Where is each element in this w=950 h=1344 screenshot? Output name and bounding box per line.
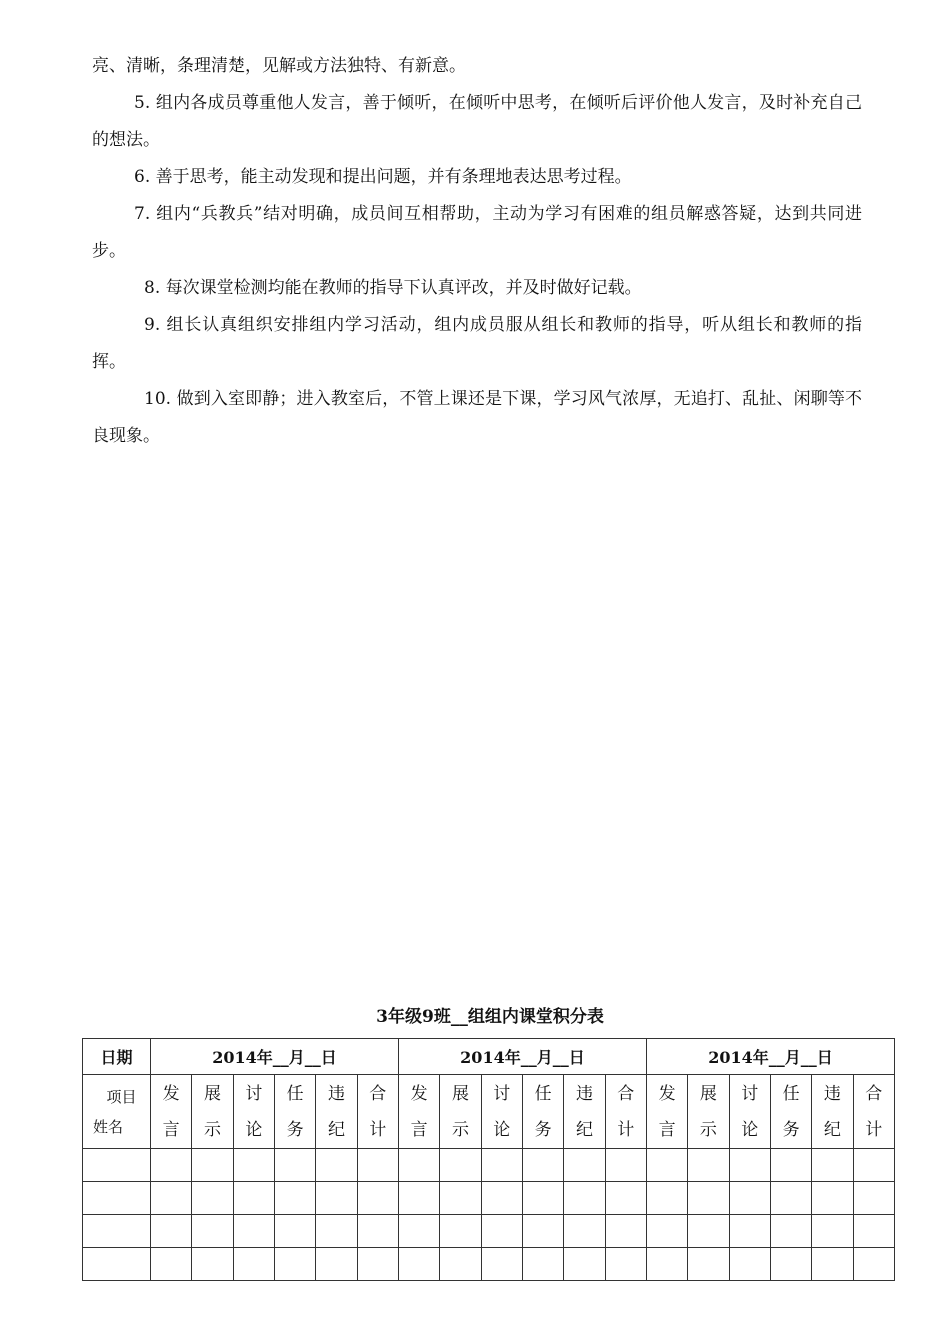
score-cell	[812, 1215, 853, 1248]
item-header-cell	[812, 1075, 853, 1149]
score-cell	[646, 1182, 687, 1215]
score-cell	[316, 1215, 357, 1248]
item-header-char: 论	[741, 1119, 759, 1140]
score-cell	[770, 1248, 811, 1281]
score-cell	[605, 1248, 646, 1281]
score-table	[82, 1038, 895, 1281]
item-header-char: 任	[534, 1083, 552, 1104]
item-header-char: 示	[203, 1119, 221, 1140]
item-header-char: 发	[162, 1083, 180, 1104]
score-cell	[646, 1149, 687, 1182]
score-cell	[274, 1149, 315, 1182]
name-cell	[83, 1248, 151, 1281]
score-cell	[564, 1182, 605, 1215]
score-cell	[729, 1182, 770, 1215]
score-cell	[316, 1149, 357, 1182]
item-header-char: 违	[575, 1083, 593, 1104]
score-cell	[151, 1149, 192, 1182]
corner-cell	[83, 1075, 151, 1149]
corner-bottom: 姓名	[93, 1117, 124, 1136]
item-header-char: 示	[699, 1119, 717, 1140]
item-header-char: 务	[782, 1119, 800, 1140]
score-cell	[274, 1182, 315, 1215]
item-header-char: 讨	[493, 1083, 511, 1104]
score-cell	[481, 1149, 522, 1182]
score-cell	[812, 1149, 853, 1182]
item-header-cell	[316, 1075, 357, 1149]
score-cell	[481, 1248, 522, 1281]
score-cell	[522, 1182, 563, 1215]
item-header-char: 任	[286, 1083, 304, 1104]
score-cell	[357, 1215, 398, 1248]
item-header-char: 计	[369, 1119, 387, 1140]
table-row	[83, 1182, 895, 1215]
item-header-char: 合	[865, 1083, 883, 1104]
date-cell: 2014年__月__日	[646, 1039, 894, 1075]
item-header-cell	[564, 1075, 605, 1149]
item-header-char: 纪	[575, 1119, 593, 1140]
table-row	[83, 1149, 895, 1182]
score-cell	[481, 1182, 522, 1215]
score-cell	[522, 1215, 563, 1248]
item-header-char: 讨	[245, 1083, 263, 1104]
score-cell	[274, 1248, 315, 1281]
score-cell	[481, 1215, 522, 1248]
rules-text	[92, 48, 862, 455]
score-cell	[192, 1182, 233, 1215]
score-cell	[564, 1149, 605, 1182]
score-cell	[398, 1248, 439, 1281]
score-cell	[440, 1182, 481, 1215]
item-header-char: 计	[865, 1119, 883, 1140]
item-header-cell	[481, 1075, 522, 1149]
score-cell	[729, 1248, 770, 1281]
score-cell	[564, 1248, 605, 1281]
table-row	[83, 1248, 895, 1281]
item-header-cell	[440, 1075, 481, 1149]
score-cell	[192, 1215, 233, 1248]
item-header-cell	[522, 1075, 563, 1149]
score-cell	[522, 1248, 563, 1281]
score-cell	[151, 1182, 192, 1215]
score-cell	[646, 1248, 687, 1281]
rule-9: 9. 组长认真组织安排组内学习活动，组内成员服从组长和教师的指导，听从组长和教师的指挥。	[92, 315, 862, 372]
score-cell	[770, 1149, 811, 1182]
item-header-cell	[192, 1075, 233, 1149]
table-title: 3年级9班__组组内课堂积分表	[376, 1007, 604, 1027]
score-cell	[853, 1248, 894, 1281]
score-cell	[729, 1149, 770, 1182]
item-header-char: 发	[410, 1083, 428, 1104]
item-header-char: 违	[823, 1083, 841, 1104]
date-cell: 2014年__月__日	[398, 1039, 646, 1075]
item-header-cell	[357, 1075, 398, 1149]
item-header-char: 言	[658, 1119, 676, 1140]
item-header-char: 展	[203, 1083, 221, 1104]
score-cell	[770, 1215, 811, 1248]
item-header-char: 合	[369, 1083, 387, 1104]
item-header-char: 言	[410, 1119, 428, 1140]
table-row	[83, 1215, 895, 1248]
item-header-char: 合	[617, 1083, 635, 1104]
score-cell	[316, 1248, 357, 1281]
rule-6: 6. 善于思考，能主动发现和提出问题，并有条理地表达思考过程。	[134, 167, 632, 187]
item-header-char: 务	[286, 1119, 304, 1140]
score-cell	[564, 1215, 605, 1248]
score-cell	[440, 1149, 481, 1182]
score-cell	[812, 1182, 853, 1215]
score-cell	[274, 1215, 315, 1248]
item-header-char: 讨	[741, 1083, 759, 1104]
rule-5: 5. 组内各成员尊重他人发言，善于倾听，在倾听中思考，在倾听后评价他人发言，及时补充自己的想法。	[92, 93, 862, 150]
score-cell	[853, 1182, 894, 1215]
score-cell	[770, 1182, 811, 1215]
score-cell	[853, 1149, 894, 1182]
name-cell	[83, 1215, 151, 1248]
score-cell	[192, 1248, 233, 1281]
date-label: 日期	[83, 1039, 151, 1075]
score-cell	[440, 1248, 481, 1281]
score-cell	[398, 1182, 439, 1215]
score-cell	[646, 1215, 687, 1248]
item-header-char: 纪	[327, 1119, 345, 1140]
item-header-cell	[151, 1075, 192, 1149]
item-header-cell	[688, 1075, 729, 1149]
item-header-cell	[770, 1075, 811, 1149]
item-header-char: 论	[493, 1119, 511, 1140]
score-cell	[357, 1248, 398, 1281]
item-row	[83, 1075, 895, 1149]
item-header-char: 务	[534, 1119, 552, 1140]
score-cell	[440, 1215, 481, 1248]
score-cell	[688, 1149, 729, 1182]
item-header-char: 违	[327, 1083, 345, 1104]
score-cell	[688, 1182, 729, 1215]
item-header-char: 任	[782, 1083, 800, 1104]
score-cell	[233, 1248, 274, 1281]
item-header-char: 展	[451, 1083, 469, 1104]
score-cell	[192, 1149, 233, 1182]
item-header-char: 展	[699, 1083, 717, 1104]
score-cell	[233, 1182, 274, 1215]
item-header-char: 发	[658, 1083, 676, 1104]
item-header-char: 计	[617, 1119, 635, 1140]
score-cell	[151, 1248, 192, 1281]
score-cell	[605, 1149, 646, 1182]
score-cell	[316, 1182, 357, 1215]
item-header-cell	[233, 1075, 274, 1149]
rule-8: 8. 每次课堂检测均能在教师的指导下认真评改，并及时做好记载。	[144, 278, 642, 298]
score-cell	[398, 1215, 439, 1248]
rule-10: 10. 做到入室即静；进入教室后，不管上课还是下课，学习风气浓厚，无追打、乱扯、闲聊等不良现象。	[92, 389, 862, 446]
score-cell	[688, 1248, 729, 1281]
date-cell: 2014年__月__日	[151, 1039, 399, 1075]
rule-7: 7. 组内“兵教兵”结对明确，成员间互相帮助，主动为学习有困难的组员解惑答疑，达到共同进步。	[92, 204, 862, 261]
item-header-cell	[398, 1075, 439, 1149]
name-cell	[83, 1182, 151, 1215]
item-header-cell	[853, 1075, 894, 1149]
score-cell	[522, 1149, 563, 1182]
item-header-cell	[729, 1075, 770, 1149]
name-cell	[83, 1149, 151, 1182]
item-header-char: 示	[451, 1119, 469, 1140]
item-header-char: 论	[245, 1119, 263, 1140]
score-cell	[233, 1215, 274, 1248]
corner-top: 项目	[106, 1087, 137, 1106]
item-header-cell	[646, 1075, 687, 1149]
score-cell	[688, 1215, 729, 1248]
date-row	[83, 1039, 895, 1075]
item-header-char: 言	[162, 1119, 180, 1140]
score-cell	[853, 1215, 894, 1248]
score-cell	[151, 1215, 192, 1248]
score-cell	[398, 1149, 439, 1182]
item-header-char: 纪	[823, 1119, 841, 1140]
score-cell	[357, 1149, 398, 1182]
item-header-cell	[274, 1075, 315, 1149]
score-cell	[812, 1248, 853, 1281]
score-cell	[605, 1182, 646, 1215]
rule-continuation: 亮、清晰，条理清楚，见解或方法独特、有新意。	[92, 56, 466, 76]
score-cell	[605, 1215, 646, 1248]
score-cell	[729, 1215, 770, 1248]
score-cell	[233, 1149, 274, 1182]
score-cell	[357, 1182, 398, 1215]
item-header-cell	[605, 1075, 646, 1149]
